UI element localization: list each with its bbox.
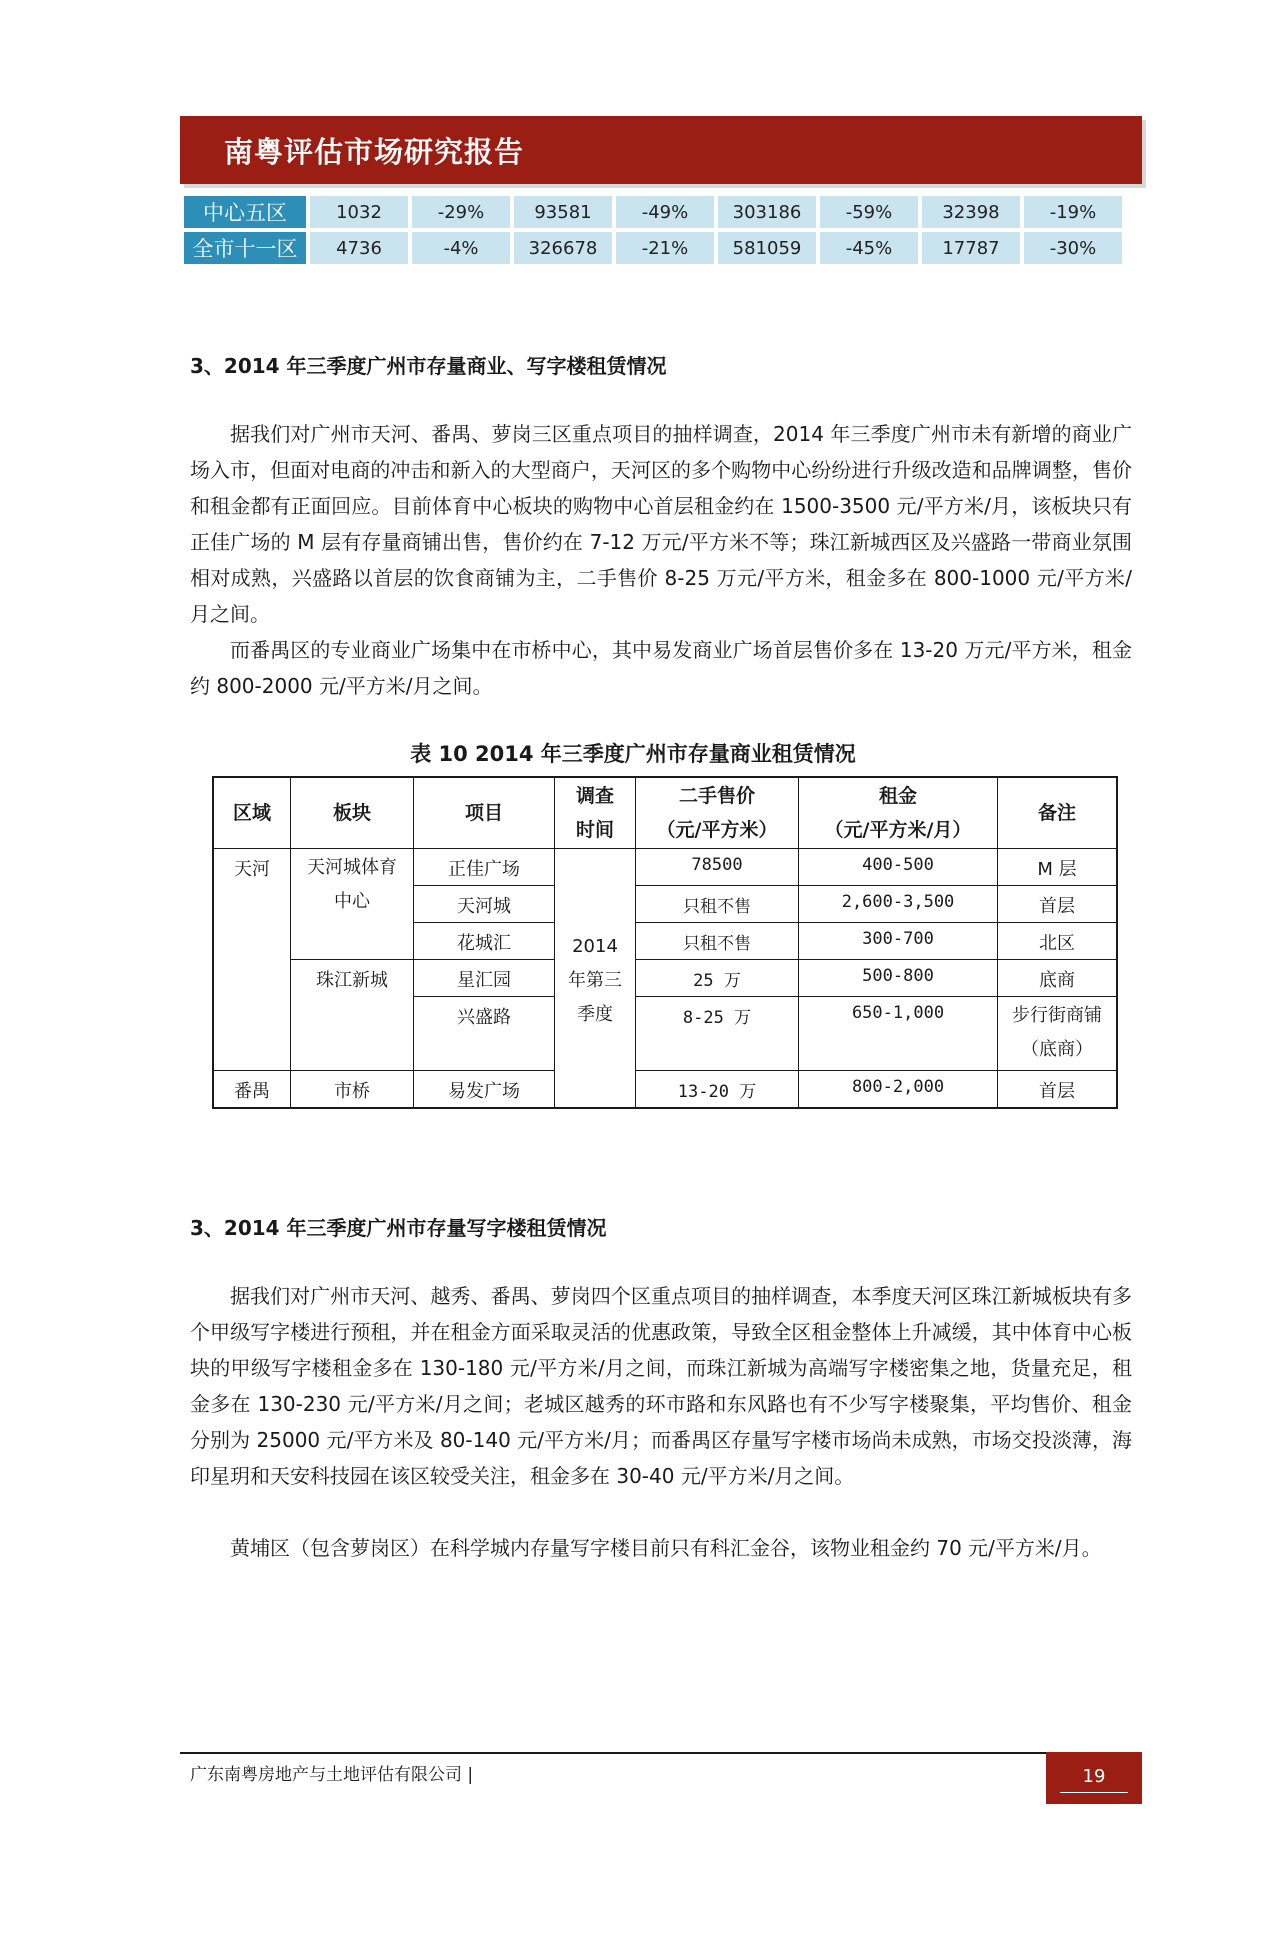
- table-cell: -30%: [1024, 232, 1122, 264]
- table-row: [184, 196, 1122, 228]
- cell-project: 星汇园: [414, 960, 555, 997]
- paragraph-office-2: 黄埔区（包含萝岗区）在科学城内存量写字楼目前只有科汇金谷，该物业租金约 70 元/平方米/月。: [230, 1536, 1102, 1560]
- cell-rent: 800-2,000: [799, 1071, 998, 1108]
- cell-price: 8-25 万: [636, 997, 799, 1071]
- header-rent: [799, 777, 998, 849]
- table-cell: -29%: [412, 196, 510, 228]
- cell-survey-time: [555, 849, 636, 1108]
- cell-note: M 层: [998, 849, 1118, 886]
- time-line1: 2014: [572, 935, 618, 957]
- cell-project: 花城汇: [414, 923, 555, 960]
- row-label: 中心五区: [184, 196, 306, 228]
- cell-note: 首层: [998, 1071, 1118, 1108]
- cell-note: 首层: [998, 886, 1118, 923]
- header-rent-line1: 租金: [878, 785, 917, 807]
- section-title-office: 3、2014 年三季度广州市存量写字楼租赁情况: [190, 1216, 607, 1240]
- cell-rent: 500-800: [799, 960, 998, 997]
- table-row: [213, 960, 1117, 997]
- cell-price: 13-20 万: [636, 1071, 799, 1108]
- note-line1: 步行街商铺: [1012, 1005, 1102, 1026]
- table-caption: 表 10 2014 年三季度广州市存量商业租赁情况: [410, 742, 856, 766]
- block-line1: 天河城体育: [307, 857, 397, 878]
- table-cell: 4736: [310, 232, 408, 264]
- cell-rent: 300-700: [799, 923, 998, 960]
- note-line2: （底商）: [1021, 1039, 1093, 1060]
- table-cell: 303186: [718, 196, 816, 228]
- header-survey-time: [555, 777, 636, 849]
- table-cell: 326678: [514, 232, 612, 264]
- cell-project: 易发广场: [414, 1071, 555, 1108]
- cell-rent: 2,600-3,500: [799, 886, 998, 923]
- paragraph-commercial-1: 据我们对广州市天河、番禺、萝岗三区重点项目的抽样调查，2014 年三季度广州市未有新增的商业广场入市，但面对电商的冲击和新入的大型商户，天河区的多个购物中心纷纷进行升级改造和品牌调整，售价和租金都有正面回应。目前体育中心板块的购物中心首层租金约在 1500-3500 元/平方米/月，该板块只有正佳广场的 M 层有存量商铺出售，售价约在 7-12 万元/平方米不等；珠江新城西区及兴盛路一带商业氛围相对成熟，兴盛路以首层的饮食商铺为主，二手售价 8-25 万元/平方米，租金多在 800-1000 元/平方米/月之间。: [190, 422, 1132, 626]
- row-label: 全市十一区: [184, 232, 306, 264]
- cell-project: 天河城: [414, 886, 555, 923]
- table-cell: -19%: [1024, 196, 1122, 228]
- report-header-bar: [180, 116, 1142, 184]
- cell-rent: 400-500: [799, 849, 998, 886]
- cell-rent: 650-1,000: [799, 997, 998, 1071]
- table-cell: -45%: [820, 232, 918, 264]
- cell-project: 正佳广场: [414, 849, 555, 886]
- cell-price: 只租不售: [636, 886, 799, 923]
- table-row: [213, 849, 1117, 886]
- header-region: 区域: [213, 777, 291, 849]
- header-price-line2: （元/平方米）: [656, 819, 778, 841]
- cell-block: 珠江新城: [291, 960, 414, 1071]
- summary-table: [180, 192, 1126, 268]
- header-block: 板块: [291, 777, 414, 849]
- paragraph-office-1: 据我们对广州市天河、越秀、番禺、萝岗四个区重点项目的抽样调查，本季度天河区珠江新城板块有多个甲级写字楼进行预租，并在租金方面采取灵活的优惠政策，导致全区租金整体上升减缓，其中体育中心板块的甲级写字楼租金多在 130-180 元/平方米/月之间，而珠江新城为高端写字楼密集之地，货量充足，租金多在 130-230 元/平方米/月之间；老城区越秀的环市路和东风路也有不少写字楼聚集，平均售价、租金分别为 25000 元/平方米及 80-140 元/平方米/月；而番禺区存量写字楼市场尚未成熟，市场交投淡薄，海印星玥和天安科技园在该区较受关注，租金多在 30-40 元/平方米/月之间。: [190, 1284, 1132, 1488]
- table-cell: -49%: [616, 196, 714, 228]
- table-cell: -4%: [412, 232, 510, 264]
- page-number-box: [1046, 1752, 1142, 1804]
- cell-price: 只租不售: [636, 923, 799, 960]
- table-cell: 17787: [922, 232, 1020, 264]
- page-number-underline: [1060, 1792, 1128, 1793]
- cell-note: 底商: [998, 960, 1118, 997]
- header-price-line1: 二手售价: [678, 785, 755, 807]
- header-time-line2: 时间: [575, 819, 614, 841]
- table-cell: -21%: [616, 232, 714, 264]
- page-number: 19: [1082, 1766, 1106, 1787]
- table-cell: -59%: [820, 196, 918, 228]
- commercial-rent-table: [212, 776, 1118, 1109]
- cell-region: 番禺: [213, 1071, 291, 1108]
- header-rent-line2: （元/平方米/月）: [824, 819, 972, 841]
- footer-divider: [180, 1752, 1142, 1754]
- table-cell: 581059: [718, 232, 816, 264]
- footer-company: 广东南粤房地产与土地评估有限公司 |: [190, 1765, 474, 1785]
- table-cell: 93581: [514, 196, 612, 228]
- block-line2: 中心: [334, 891, 370, 912]
- table-cell: 1032: [310, 196, 408, 228]
- cell-block: 市桥: [291, 1071, 414, 1108]
- cell-price: 78500: [636, 849, 799, 886]
- table-header-row: [213, 777, 1117, 849]
- header-secondhand-price: [636, 777, 799, 849]
- cell-region: 天河: [213, 849, 291, 1071]
- table-row: [184, 232, 1122, 264]
- time-line2: 年第三: [568, 969, 622, 991]
- header-project: 项目: [414, 777, 555, 849]
- cell-project: 兴盛路: [414, 997, 555, 1071]
- section-title-commercial: 3、2014 年三季度广州市存量商业、写字楼租赁情况: [190, 354, 667, 378]
- table-row: [213, 1071, 1117, 1108]
- time-line3: 季度: [577, 1003, 613, 1025]
- cell-note: [998, 997, 1118, 1071]
- report-title: 南粤评估市场研究报告: [224, 135, 525, 169]
- cell-note: 北区: [998, 923, 1118, 960]
- cell-price: 25 万: [636, 960, 799, 997]
- cell-block: [291, 849, 414, 960]
- header-note: 备注: [998, 777, 1118, 849]
- paragraph-commercial-2: 而番禺区的专业商业广场集中在市桥中心，其中易发商业广场首层售价多在 13-20 万元/平方米，租金约 800-2000 元/平方米/月之间。: [190, 638, 1132, 698]
- table-cell: 32398: [922, 196, 1020, 228]
- header-time-line1: 调查: [575, 785, 614, 807]
